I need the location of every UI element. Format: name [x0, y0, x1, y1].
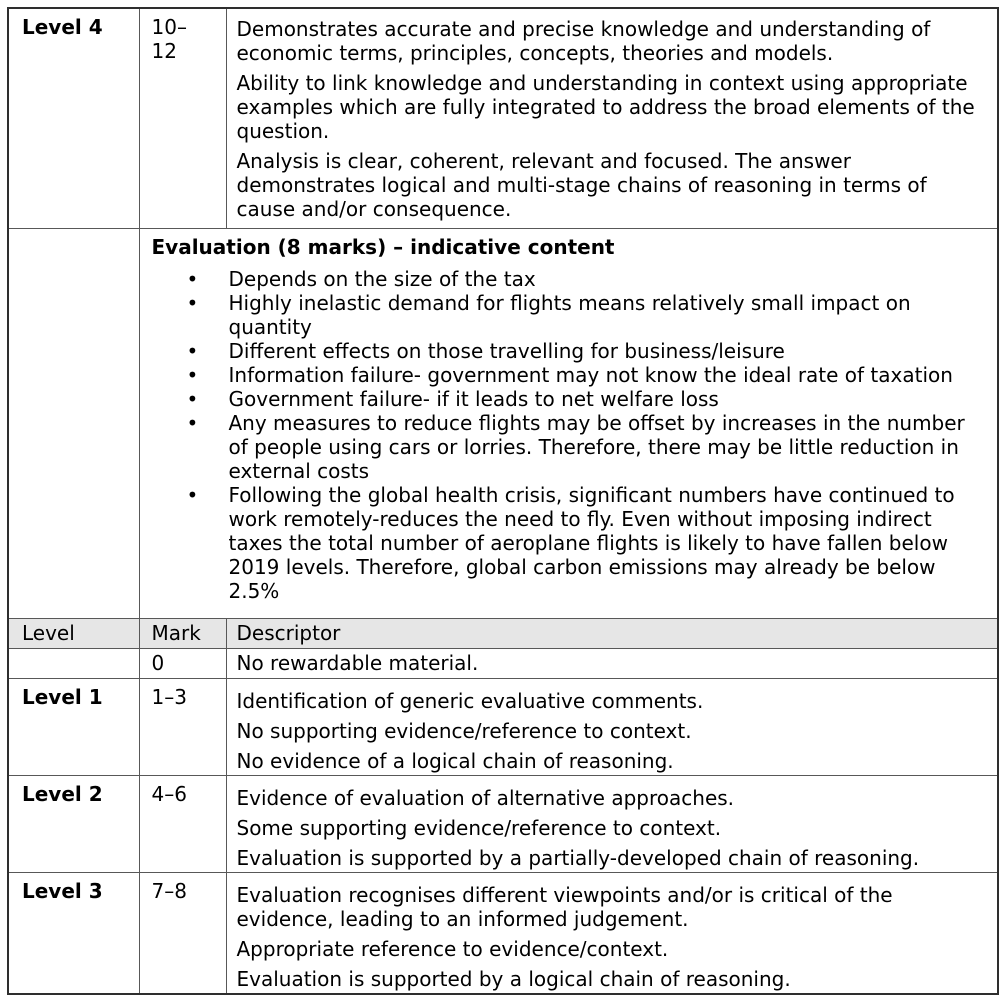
descriptor-paragraph: Evaluation recognises different viewpoints and/or is critical of the evidence, leading to an informed judgement.	[236, 882, 893, 931]
descriptor-paragraph: No evidence of a logical chain of reasoning.	[236, 748, 674, 773]
level1-row	[8, 678, 998, 775]
level3-row	[8, 872, 998, 994]
evaluation-row	[8, 228, 998, 618]
descriptor-cell	[226, 678, 998, 775]
bullet-item	[152, 363, 984, 387]
zero-row	[8, 648, 998, 678]
bullet-item	[152, 411, 984, 483]
header-descriptor: Descriptor	[226, 618, 998, 648]
descriptor-paragraph: Evaluation is supported by a logical chain of reasoning.	[236, 966, 791, 991]
level-cell	[8, 775, 139, 872]
descriptor-cell	[226, 872, 998, 994]
zero-mark: 0	[139, 648, 226, 678]
bullet-text: Depends on the size of the tax	[228, 266, 536, 291]
level2-mark: 4–6	[151, 781, 187, 806]
descriptor-paragraph: Ability to link knowledge and understanding in context using appropriate examples which are fully integrated to address the broad elements of the question.	[236, 71, 975, 143]
bullet-text: Any measures to reduce flights may be offset by increases in the number of people using cars or lorries. Therefore, there may be little reduction in external costs	[228, 410, 965, 483]
bullet-text: Different effects on those travelling for business/leisure	[228, 338, 785, 363]
level1-label: Level 1	[22, 684, 103, 709]
descriptor-paragraph: Demonstrates accurate and precise knowledge and understanding of economic terms, principles, concepts, theories and models.	[236, 17, 931, 65]
descriptor-paragraph: No supporting evidence/reference to context.	[236, 718, 692, 743]
evaluation-title: Evaluation (8 marks) – indicative content	[151, 234, 615, 259]
bullet-icon: •	[186, 482, 199, 507]
bullet-text: Government failure- if it leads to net welfare loss	[228, 386, 719, 411]
header-mark: Mark	[139, 618, 226, 648]
level4-row	[8, 8, 998, 228]
level3-mark: 7–8	[151, 878, 187, 903]
evaluation-bullet-list	[152, 267, 984, 603]
level-cell	[8, 678, 139, 775]
descriptor-cell	[226, 8, 998, 228]
level2-row	[8, 775, 998, 872]
descriptor-paragraph: Some supporting evidence/reference to context.	[236, 815, 722, 840]
descriptor-paragraph: Identification of generic evaluative comments.	[236, 688, 704, 713]
mark-cell	[139, 775, 226, 872]
mark-cell	[139, 8, 226, 228]
empty-level-cell	[8, 648, 139, 678]
descriptor-cell	[226, 775, 998, 872]
bullet-text: Following the global health crisis, significant numbers have continued to work remotely-reduces the need to fly. Even without imposing indirect taxes the total number of aeroplane flights is likely to have fallen below 2019 levels. Therefore, global carbon emissions may already be below 2.5%	[228, 482, 955, 603]
descriptor-paragraph: Analysis is clear, coherent, relevant and focused. The answer demonstrates logical and multi-stage chains of reasoning in terms of cause and/or consequence.	[236, 149, 927, 221]
level4-mark: 10–12	[151, 15, 187, 63]
bullet-icon: •	[186, 266, 199, 291]
mark-cell	[139, 678, 226, 775]
level-cell	[8, 8, 139, 228]
header-level: Level	[8, 618, 139, 648]
descriptor-paragraph: Evaluation is supported by a partially-developed chain of reasoning.	[236, 845, 920, 870]
level-cell	[8, 872, 139, 994]
bullet-icon: •	[186, 386, 199, 411]
descriptor-paragraph: Evidence of evaluation of alternative approaches.	[236, 785, 735, 810]
bullet-icon: •	[186, 362, 199, 387]
mark-cell	[139, 872, 226, 994]
empty-level-cell	[8, 228, 139, 618]
bullet-item	[152, 291, 984, 339]
bullet-icon: •	[186, 410, 199, 435]
evaluation-content-cell	[139, 228, 998, 618]
descriptor-paragraph: Appropriate reference to evidence/context.	[236, 936, 669, 961]
level2-label: Level 2	[22, 781, 103, 806]
level4-label: Level 4	[22, 15, 103, 39]
zero-descriptor: No rewardable material.	[226, 648, 998, 678]
bullet-text: Highly inelastic demand for flights means relatively small impact on quantity	[228, 290, 911, 339]
header-row	[8, 618, 998, 648]
bullet-item	[152, 387, 984, 411]
bullet-icon: •	[186, 290, 199, 315]
mark-scheme-table	[7, 7, 999, 995]
bullet-icon: •	[186, 338, 199, 363]
level3-label: Level 3	[22, 878, 103, 903]
bullet-item	[152, 483, 984, 603]
bullet-item	[152, 339, 984, 363]
bullet-text: Information failure- government may not know the ideal rate of taxation	[228, 362, 953, 387]
level1-mark: 1–3	[151, 684, 187, 709]
bullet-item	[152, 267, 984, 291]
